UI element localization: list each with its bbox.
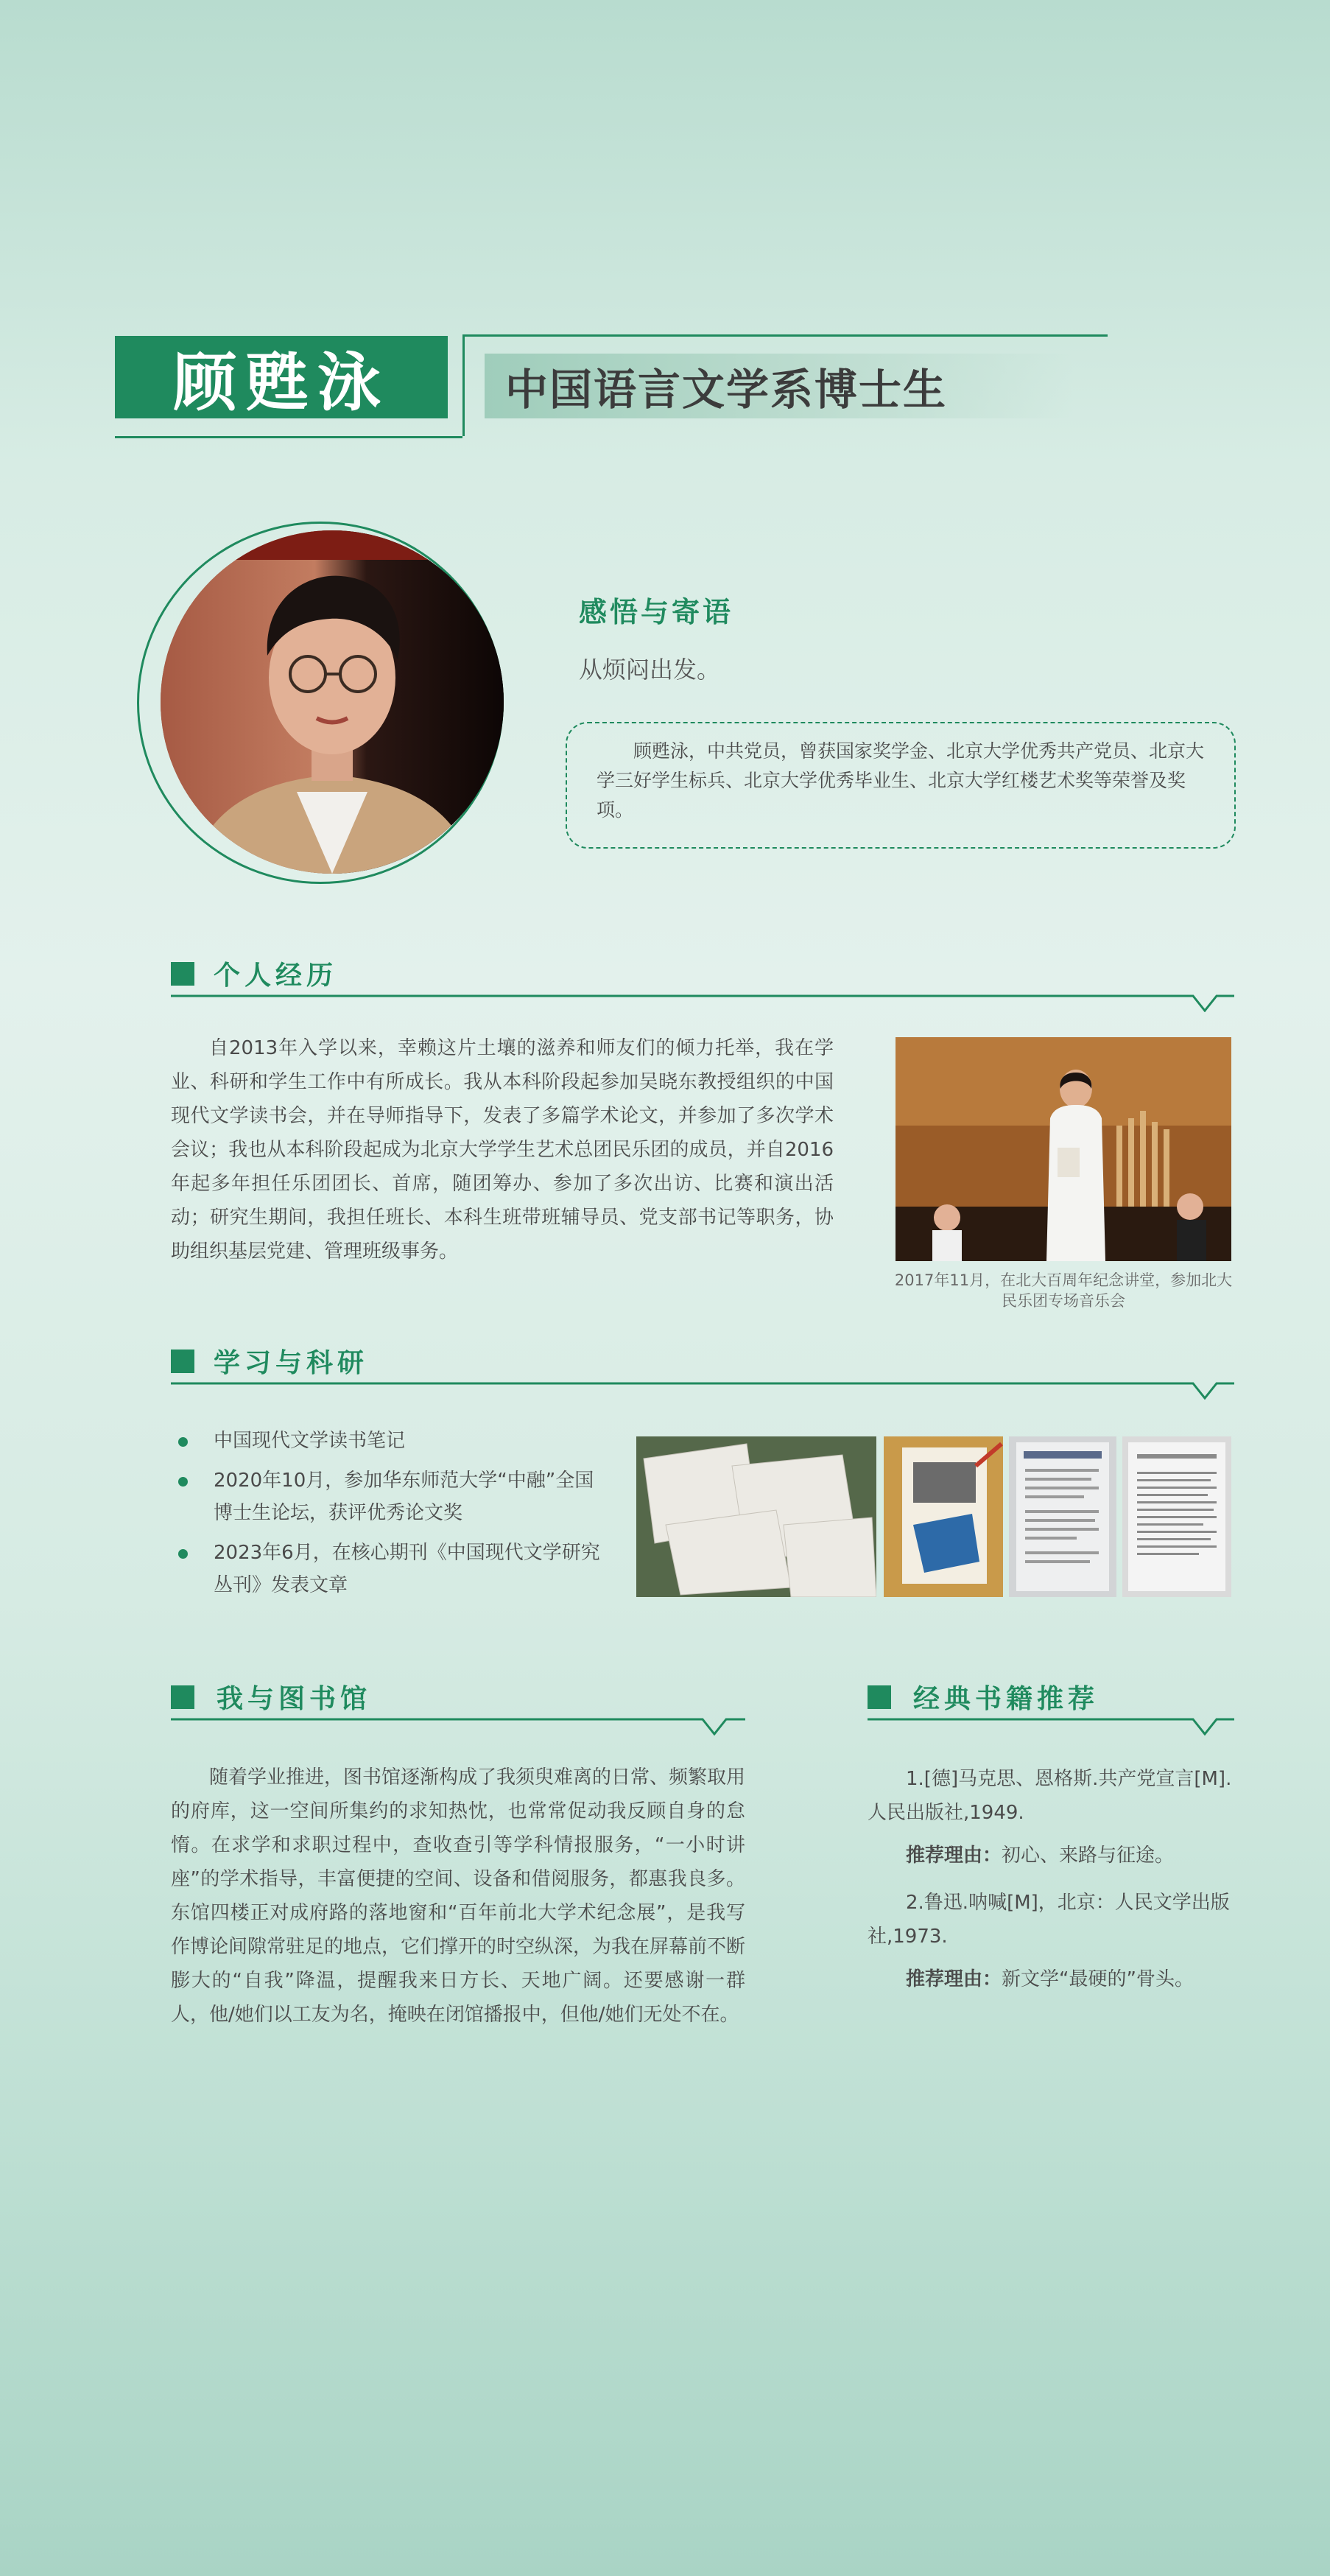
experience-body (171, 1031, 834, 1268)
caption-line-2: 民乐团专场音乐会 (1002, 1292, 1125, 1310)
paper-photo (1009, 1436, 1116, 1597)
research-heading: 学习与科研 (214, 1347, 369, 1378)
journal-photo (1122, 1436, 1231, 1597)
experience-text: 自2013年入学以来，幸赖这片土壤的滋养和师友们的倾力托举，我在学业、科研和学生工作中有所成长。我从本科阶段起参加吴晓东教授组织的中国现代文学读书会，并在导师指导下，发表了多篇学术论文，并参加了多次学术会议；我也从本科阶段起成为北京大学学生艺术总团民乐团的成员，并自2016年起多年担任乐团团长、首席，随团筹办、参加了多次出访、比赛和演出活动；研究生期间，我担任班长、本科生班带班辅导员、党支部书记等职务，协助组织基层党建、管理班级事务。 (171, 1037, 834, 1263)
book-reason (868, 1839, 1234, 1873)
reason-text: 新文学“最硬的”骨头。 (1002, 1968, 1194, 1990)
concert-caption (884, 1270, 1243, 1311)
library-text: 随着学业推进，图书馆逐渐构成了我须臾难离的日常、频繁取用的府库，这一空间所集约的求知热忱，也常常促动我反顾自身的怠惰。在求学和求职过程中，查收查引等学科情报服务，“一小时讲座”的学术指导，丰富便捷的空间、设备和借阅服务，都惠我良多。东馆四楼正对成府路的落地窗和“百年前北大学术纪念展”，是我写作博论间隙常驻足的地点，它们撑开的时空纵深，为我在屏幕前不断膨大的“自我”降温，提醒我来日方长、天地广阔。还要感谢一群人，他/她们以工友为名，掩映在闭馆播报中，但他/她们无处不在。 (171, 1766, 746, 2026)
section-divider (868, 1718, 1234, 1736)
reason-label: 推荐理由： (906, 1968, 1002, 1990)
honors-box (566, 722, 1236, 849)
name-banner (115, 336, 448, 418)
books-list (868, 1762, 1234, 2010)
list-item: 2023年6月，在核心期刊《中国现代文学研究丛刊》发表文章 (171, 1537, 613, 1601)
student-name: 顾甦泳 (173, 345, 390, 420)
name-underline (115, 436, 462, 438)
list-item: 2020年10月，参加华东师范大学“中融”全国博士生论坛，获评优秀论文奖 (171, 1464, 613, 1529)
list-item: 中国现代文学读书笔记 (171, 1425, 613, 1457)
honors-text: 顾甦泳，中共党员，曾获国家奖学金、北京大学优秀共产党员、北京大学三好学生标兵、北京大学优秀毕业生、北京大学红楼艺术奖等荣誉及奖项。 (597, 740, 1205, 821)
reason-label: 推荐理由： (906, 1845, 1002, 1867)
student-subtitle: 中国语言文学系博士生 (505, 365, 948, 415)
section-marker (171, 1685, 194, 1709)
portrait-photo (161, 530, 504, 874)
subtitle-banner (485, 354, 1074, 418)
experience-heading: 个人经历 (214, 960, 338, 991)
caption-line-1: 2017年11月，在北大百周年纪念讲堂，参加北大 (894, 1271, 1233, 1289)
library-heading: 我与图书馆 (217, 1683, 372, 1714)
book-photo (884, 1436, 1003, 1597)
reason-text: 初心、来路与征途。 (1002, 1845, 1175, 1867)
book-entry: 2.鲁迅.呐喊[M]，北京：人民文学出版社,1973. (868, 1892, 1230, 1948)
motto-heading: 感悟与寄语 (579, 595, 734, 628)
section-marker (868, 1685, 891, 1709)
section-divider (171, 1718, 745, 1736)
section-marker (171, 1350, 194, 1373)
motto-text: 从烦闷出发。 (579, 656, 721, 684)
section-divider (171, 994, 1234, 1012)
notes-photo (636, 1436, 876, 1597)
books-heading: 经典书籍推荐 (913, 1683, 1099, 1714)
library-body (171, 1761, 745, 2032)
section-divider (171, 1382, 1234, 1400)
book-reason (868, 1962, 1234, 1996)
research-list (171, 1425, 613, 1609)
book-entry: 1.[德]马克思、恩格斯.共产党宣言[M].人民出版社,1949. (868, 1768, 1232, 1824)
concert-photo (896, 1037, 1231, 1261)
section-marker (171, 962, 194, 986)
